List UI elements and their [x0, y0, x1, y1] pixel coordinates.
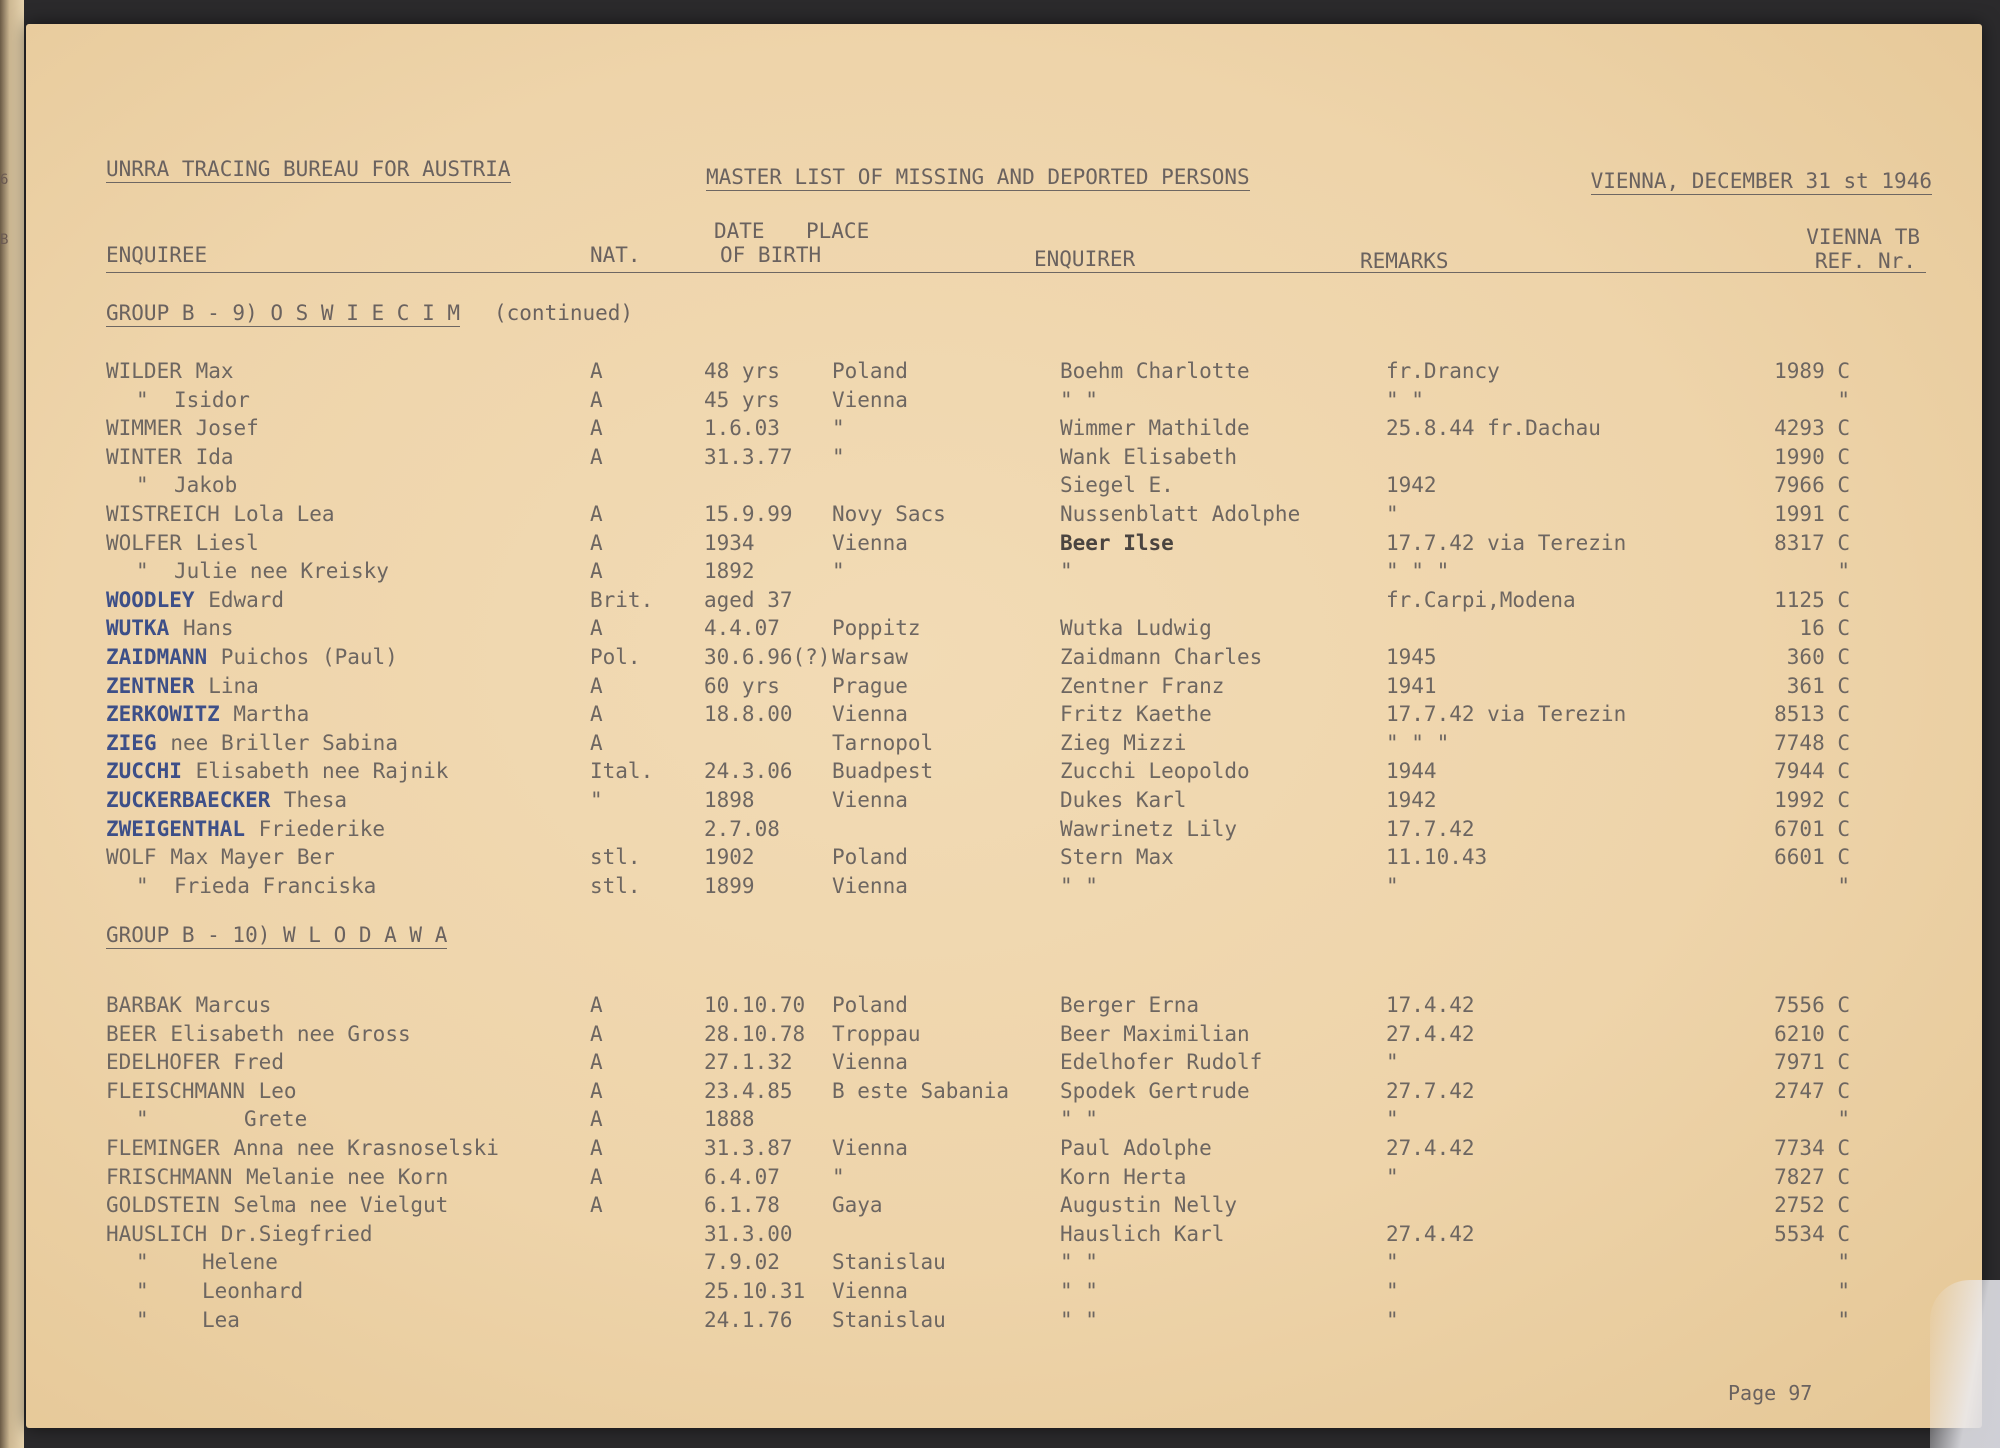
reference-number: "	[1837, 873, 1850, 898]
nationality: A	[590, 387, 603, 412]
birth-date: 2.7.08	[704, 816, 780, 841]
birth-date: 24.1.76	[704, 1307, 793, 1332]
reference-number: 6601 C	[1774, 845, 1850, 870]
nationality: A	[590, 359, 603, 383]
enquirer: Wank Elisabeth	[1060, 444, 1238, 469]
reference-number: 7556 C	[1774, 993, 1850, 1017]
nationality: A	[590, 993, 603, 1017]
remarks: "	[1386, 1050, 1399, 1075]
enquirer: Dukes Karl	[1060, 788, 1187, 812]
enquiree-surname: HAUSLICH	[106, 1221, 208, 1246]
reference-number: 7966 C	[1774, 473, 1850, 498]
col-place-top: PLACE	[806, 219, 870, 243]
birth-place: Poppitz	[832, 616, 921, 641]
enquiree-name: Melanie nee Korn	[246, 1164, 449, 1189]
nationality: A	[590, 1078, 603, 1103]
enquiree-name: Elisabeth nee Rajnik	[195, 759, 449, 784]
birth-date: 15.9.99	[704, 502, 793, 526]
enquiree-name: Ida	[195, 444, 234, 469]
nationality: A	[590, 1107, 603, 1132]
birth-date: 10.10.70	[704, 993, 806, 1017]
enquiree-surname: GOLDSTEIN	[106, 1193, 220, 1218]
enquiree-name: Frieda Franciska	[174, 873, 377, 898]
birth-date: aged 37	[704, 587, 793, 612]
enquiree-surname: FLEISCHMANN	[106, 1078, 246, 1103]
enquiree-surname: "	[136, 873, 149, 898]
enquiree-surname: WISTREICH	[106, 502, 220, 526]
remarks: 27.4.42	[1386, 1221, 1475, 1246]
enquirer: " "	[1060, 1279, 1098, 1303]
nationality: Pol.	[590, 645, 641, 669]
nationality: Ital.	[590, 759, 654, 784]
enquirer: " "	[1060, 873, 1098, 898]
birth-date: 31.3.77	[704, 444, 793, 469]
nationality: A	[590, 730, 603, 755]
enquiree-surname: FRISCHMANN	[106, 1164, 233, 1189]
birth-place: Vienna	[832, 530, 908, 555]
enquirer: " "	[1060, 1107, 1098, 1132]
enquiree-name: Josef	[195, 416, 259, 441]
enquiree-surname: "	[136, 559, 149, 584]
birth-place: Gaya	[832, 1193, 883, 1218]
birth-date: 6.4.07	[704, 1164, 780, 1189]
enquiree-surname: ZWEIGENTHAL	[106, 816, 246, 841]
enquiree-name: Puichos (Paul)	[220, 645, 398, 669]
remarks: 1945	[1386, 645, 1437, 669]
reference-number: 8317 C	[1774, 530, 1850, 555]
enquirer: Zaidmann Charles	[1060, 645, 1263, 669]
remarks: "	[1386, 1279, 1399, 1303]
reference-number: "	[1837, 559, 1850, 584]
nationality: stl.	[590, 873, 641, 898]
remarks: "	[1386, 1307, 1399, 1332]
nationality: A	[590, 559, 603, 584]
reference-number: 5534 C	[1774, 1221, 1850, 1246]
enquiree-surname: ZIEG	[106, 730, 157, 755]
remarks: 27.7.42	[1386, 1078, 1475, 1103]
enquiree-name: Selma nee Vielgut	[233, 1193, 449, 1218]
enquiree-name: nee Briller Sabina	[170, 730, 398, 755]
birth-place: "	[832, 444, 845, 469]
remarks: 1941	[1386, 673, 1437, 698]
birth-date: 1899	[704, 873, 755, 898]
birth-date: 27.1.32	[704, 1050, 793, 1075]
birth-date: 24.3.06	[704, 759, 793, 784]
birth-date: 48 yrs	[704, 359, 780, 383]
enquiree-name: Lola Lea	[233, 502, 335, 526]
reference-number: 1125 C	[1774, 587, 1850, 612]
enquiree-name: Dr.Siegfried	[220, 1221, 373, 1246]
remarks: "	[1386, 1107, 1399, 1132]
enquirer: Siegel E.	[1060, 473, 1174, 498]
enquirer: Wutka Ludwig	[1060, 616, 1212, 641]
enquiree-surname: WINTER	[106, 444, 182, 469]
birth-place: Troppau	[832, 1021, 921, 1046]
enquirer: Edelhofer Rudolf	[1060, 1050, 1263, 1075]
enquiree-surname: "	[136, 473, 149, 498]
reference-number: 8513 C	[1774, 702, 1850, 727]
reference-number: "	[1837, 1307, 1850, 1332]
enquiree-name: Leonhard	[202, 1279, 304, 1303]
enquirer: Nussenblatt Adolphe	[1060, 502, 1301, 526]
birth-place: Vienna	[832, 1279, 908, 1303]
birth-date: 1892	[704, 559, 755, 584]
enquiree-name: Martha	[233, 702, 310, 727]
enquiree-name: Thesa	[283, 788, 348, 812]
reference-number: 7944 C	[1774, 759, 1850, 784]
birth-place: Vienna	[832, 387, 908, 412]
enquirer: Beer Maximilian	[1060, 1021, 1250, 1046]
nationality: A	[590, 702, 603, 727]
remarks: "	[1386, 873, 1399, 898]
enquiree-surname: "	[136, 1279, 149, 1303]
birth-date: 31.3.00	[704, 1221, 793, 1246]
remarks: 17.7.42 via Terezin	[1386, 702, 1627, 727]
enquiree-surname: EDELHOFER	[106, 1050, 220, 1075]
enquirer: " "	[1060, 1307, 1098, 1332]
enquiree-name: Marcus	[195, 993, 272, 1017]
birth-date: 1898	[704, 788, 755, 812]
enquiree-surname: "	[136, 1250, 149, 1275]
reference-number: 7971 C	[1774, 1050, 1850, 1075]
reference-number: 2752 C	[1774, 1193, 1850, 1218]
col-enquirer: ENQUIRER	[1034, 247, 1136, 271]
enquirer: Zentner Franz	[1060, 673, 1225, 698]
nationality: A	[590, 1193, 603, 1218]
birth-date: 18.8.00	[704, 702, 793, 727]
enquiree-name: Max Mayer Ber	[170, 845, 335, 870]
birth-place: Vienna	[832, 1050, 908, 1075]
reference-number: "	[1837, 1279, 1850, 1303]
reference-number: 6210 C	[1774, 1021, 1850, 1046]
reference-number: 7827 C	[1774, 1164, 1850, 1189]
enquiree-surname: ZENTNER	[106, 673, 195, 698]
birth-place: Vienna	[832, 1136, 908, 1160]
birth-date: 1888	[704, 1107, 755, 1132]
enquirer: "	[1060, 559, 1073, 584]
enquiree-name: Helene	[202, 1250, 278, 1275]
birth-date: 30.6.96(?)	[704, 645, 831, 669]
birth-place: Poland	[832, 993, 908, 1017]
birth-place: Stanislau	[832, 1307, 946, 1332]
enquiree-surname: BARBAK	[106, 993, 182, 1017]
col-enquiree: ENQUIREE	[106, 243, 208, 267]
enquiree-surname: ZUCCHI	[106, 759, 182, 784]
list-title: MASTER LIST OF MISSING AND DEPORTED PERSONS	[706, 165, 1250, 189]
reference-number: "	[1837, 1107, 1850, 1132]
remarks: 27.4.42	[1386, 1021, 1475, 1046]
reference-number: "	[1837, 1250, 1850, 1275]
document-page	[26, 24, 1982, 1428]
reference-number: 1992 C	[1774, 788, 1850, 812]
enquirer: " "	[1060, 387, 1098, 412]
remarks: 17.7.42	[1386, 816, 1475, 841]
enquiree-name: Edward	[208, 587, 285, 612]
enquiree-name: Elisabeth nee Gross	[170, 1021, 411, 1046]
birth-place: "	[832, 559, 845, 584]
nationality: A	[590, 616, 603, 641]
enquiree-name: Lina	[208, 673, 259, 698]
enquiree-surname: FLEMINGER	[106, 1136, 220, 1160]
left-page-mark: B	[0, 232, 9, 248]
reference-number: 361 C	[1786, 673, 1850, 698]
col-nat: NAT.	[590, 243, 641, 267]
remarks: " " "	[1386, 730, 1450, 755]
reference-number: 1989 C	[1774, 359, 1850, 383]
enquirer: Hauslich Karl	[1060, 1221, 1225, 1246]
birth-date: 23.4.85	[704, 1078, 793, 1103]
enquirer: Berger Erna	[1060, 993, 1200, 1017]
birth-date: 45 yrs	[704, 387, 780, 412]
birth-date: 1934	[704, 530, 755, 555]
enquiree-name: Max	[195, 359, 234, 383]
birth-place: Vienna	[832, 788, 908, 812]
remarks: "	[1386, 502, 1399, 526]
enquiree-name: Isidor	[174, 387, 250, 412]
enquiree-surname: WOLF	[106, 845, 157, 870]
enquirer: Korn Herta	[1060, 1164, 1187, 1189]
enquiree-name: Hans	[183, 616, 234, 641]
enquiree-name: Friederike	[258, 816, 386, 841]
enquiree-surname: ZERKOWITZ	[106, 702, 220, 727]
reference-number: 6701 C	[1774, 816, 1850, 841]
birth-date: 7.9.02	[704, 1250, 780, 1275]
remarks: "	[1386, 1250, 1399, 1275]
birth-date: 6.1.78	[704, 1193, 780, 1218]
enquirer: Spodek Gertrude	[1060, 1078, 1250, 1103]
enquirer: Boehm Charlotte	[1060, 359, 1250, 383]
org-title: UNRRA TRACING BUREAU FOR AUSTRIA	[106, 157, 511, 181]
birth-date: 28.10.78	[704, 1021, 806, 1046]
remarks: 17.7.42 via Terezin	[1386, 530, 1627, 555]
enquirer: Zieg Mizzi	[1060, 730, 1187, 755]
reference-number: 7748 C	[1774, 730, 1850, 755]
enquiree-name: Fred	[233, 1050, 284, 1075]
enquirer: Zucchi Leopoldo	[1060, 759, 1250, 784]
remarks: " " "	[1386, 559, 1450, 584]
enquirer: Wawrinetz Lily	[1060, 816, 1238, 841]
remarks: fr.Carpi,Modena	[1386, 587, 1576, 612]
place-date: VIENNA, DECEMBER 31 st 1946	[1590, 169, 1932, 193]
birth-place: Buadpest	[832, 759, 934, 784]
nationality: A	[590, 444, 603, 469]
reference-number: 360 C	[1786, 645, 1850, 669]
col-ref-bottom: REF. Nr.	[1814, 249, 1916, 273]
nationality: A	[590, 1136, 603, 1160]
birth-place: Prague	[832, 673, 908, 698]
nationality: A	[590, 502, 603, 526]
col-ref-top: VIENNA TB	[1806, 225, 1920, 249]
enquirer: Beer Ilse	[1060, 530, 1174, 555]
birth-date: 1.6.03	[704, 416, 780, 441]
birth-date: 60 yrs	[704, 673, 780, 698]
col-remarks: REMARKS	[1360, 249, 1449, 273]
nationality: stl.	[590, 845, 641, 870]
birth-place: Warsaw	[832, 645, 908, 669]
enquiree-name: Leo	[258, 1078, 297, 1103]
enquiree-surname: WOODLEY	[106, 587, 195, 612]
enquirer: " "	[1060, 1250, 1098, 1275]
remarks: 1944	[1386, 759, 1437, 784]
enquiree-surname: WUTKA	[106, 616, 170, 641]
remarks: " "	[1386, 387, 1424, 412]
nationality: A	[590, 416, 603, 441]
remarks: "	[1386, 1164, 1399, 1189]
nationality: Brit.	[590, 587, 654, 612]
birth-place: Vienna	[832, 702, 908, 727]
nationality: A	[590, 530, 603, 555]
left-page-mark: 6	[0, 172, 9, 188]
birth-date: 4.4.07	[704, 616, 780, 641]
col-of-birth: OF BIRTH	[720, 243, 822, 267]
remarks: 25.8.44 fr.Dachau	[1386, 416, 1601, 441]
enquiree-name: Jakob	[174, 473, 238, 498]
header-rule	[106, 272, 1926, 273]
remarks: 17.4.42	[1386, 993, 1475, 1017]
enquiree-name: Liesl	[195, 530, 259, 555]
enquiree-surname: "	[136, 1107, 149, 1132]
nationality: "	[590, 788, 603, 812]
remarks: 1942	[1386, 788, 1437, 812]
reference-number: "	[1837, 387, 1850, 412]
group-heading: GROUP B - 9) O S W I E C I M	[106, 301, 461, 325]
enquiree-surname: WILDER	[106, 359, 182, 383]
birth-date: 31.3.87	[704, 1136, 793, 1160]
enquiree-name: Julie nee Kreisky	[174, 559, 389, 584]
reference-number: 7734 C	[1774, 1136, 1850, 1160]
enquiree-surname: "	[136, 1307, 149, 1332]
nationality: A	[590, 1021, 603, 1046]
group-heading-suffix: (continued)	[494, 301, 634, 325]
reference-number: 1991 C	[1774, 502, 1850, 526]
nationality: A	[590, 1050, 603, 1075]
birth-place: "	[832, 416, 845, 441]
enquiree-surname: ZAIDMANN	[106, 645, 208, 669]
birth-place: Poland	[832, 359, 908, 383]
remarks: 27.4.42	[1386, 1136, 1475, 1160]
birth-date: 25.10.31	[704, 1279, 806, 1303]
birth-place: Poland	[832, 845, 908, 870]
enquirer: Fritz Kaethe	[1060, 702, 1212, 727]
reference-number: 4293 C	[1774, 416, 1850, 441]
remarks: 1942	[1386, 473, 1437, 498]
page-fold-corner	[1930, 1280, 2000, 1448]
remarks: 11.10.43	[1386, 845, 1488, 870]
enquiree-name: Grete	[244, 1107, 308, 1132]
enquiree-name: Lea	[202, 1307, 240, 1332]
enquiree-name: Anna nee Krasnoselski	[233, 1136, 499, 1160]
enquiree-surname: WOLFER	[106, 530, 182, 555]
birth-place: Vienna	[832, 873, 908, 898]
enquirer: Wimmer Mathilde	[1060, 416, 1250, 441]
enquiree-surname: WIMMER	[106, 416, 182, 441]
birth-place: Stanislau	[832, 1250, 946, 1275]
col-date-top: DATE	[714, 219, 765, 243]
reference-number: 2747 C	[1774, 1078, 1850, 1103]
enquirer: Augustin Nelly	[1060, 1193, 1238, 1218]
enquiree-surname: ZUCKERBAECKER	[106, 788, 271, 812]
enquiree-surname: "	[136, 387, 149, 412]
left-page-edge	[0, 0, 24, 1448]
birth-place: Novy Sacs	[832, 502, 946, 526]
remarks: fr.Drancy	[1386, 359, 1500, 383]
nationality: A	[590, 673, 603, 698]
enquirer: Stern Max	[1060, 845, 1174, 870]
reference-number: 16 C	[1799, 616, 1850, 641]
enquiree-surname: BEER	[106, 1021, 157, 1046]
birth-place: Tarnopol	[832, 730, 934, 755]
birth-place: "	[832, 1164, 845, 1189]
group-heading: GROUP B - 10) W L O D A W A	[106, 923, 448, 947]
enquirer: Paul Adolphe	[1060, 1136, 1212, 1160]
page-number: Page 97	[1728, 1381, 1813, 1405]
birth-date: 1902	[704, 845, 755, 870]
birth-place: B este Sabania	[832, 1078, 1010, 1103]
nationality: A	[590, 1164, 603, 1189]
reference-number: 1990 C	[1774, 444, 1850, 469]
